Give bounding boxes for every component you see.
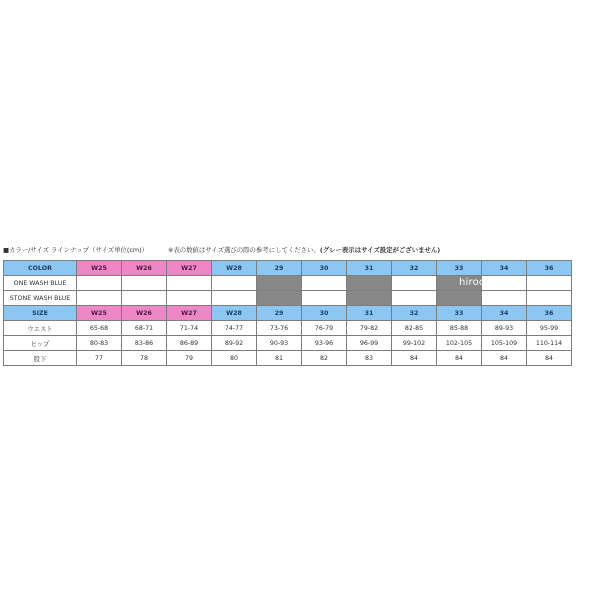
- available-cell: [302, 276, 347, 291]
- available-cell: [167, 291, 212, 306]
- available-cell: [527, 276, 572, 291]
- measurement-value: 84: [482, 351, 527, 366]
- caption-note: ※表の数値はサイズ選びの際の参考にしてください。: [168, 246, 320, 254]
- measurement-value: 83: [347, 351, 392, 366]
- color-header-row: [4, 261, 572, 276]
- size-header-row: [4, 306, 572, 321]
- size-header-cell: 32: [392, 306, 437, 321]
- size-header-cell: W25: [77, 306, 122, 321]
- measurement-value: 102-105: [437, 336, 482, 351]
- measurement-value: 81: [257, 351, 302, 366]
- size-header-cell: 34: [482, 261, 527, 276]
- measurement-row: [4, 321, 572, 336]
- size-header-cell: W27: [167, 306, 212, 321]
- measurement-value: 82-85: [392, 321, 437, 336]
- measurement-value: 74-77: [212, 321, 257, 336]
- size-header-cell: 30: [302, 306, 347, 321]
- available-cell: [212, 276, 257, 291]
- available-cell: [482, 291, 527, 306]
- measurement-value: 79-82: [347, 321, 392, 336]
- measurement-value: 77: [77, 351, 122, 366]
- measurement-value: 84: [392, 351, 437, 366]
- available-cell: [527, 291, 572, 306]
- table-caption: [3, 244, 597, 256]
- size-header-row-label: SIZE: [4, 306, 77, 321]
- size-header-cell: 29: [257, 261, 302, 276]
- size-header-cell: 32: [392, 261, 437, 276]
- available-cell: [392, 276, 437, 291]
- measurement-value: 90-93: [257, 336, 302, 351]
- unavailable-cell: [347, 291, 392, 306]
- measurement-label: ウエスト: [4, 321, 77, 336]
- caption-title: ■カラー/サイズ ラインナップ（サイズ単位(cm)）: [3, 246, 149, 254]
- size-header-cell: W26: [122, 261, 167, 276]
- measurement-value: 86-89: [167, 336, 212, 351]
- measurement-value: 84: [437, 351, 482, 366]
- measurement-row: [4, 336, 572, 351]
- watermark: hirochi: [459, 277, 495, 288]
- size-header-cell: W28: [212, 261, 257, 276]
- measurement-row: [4, 351, 572, 366]
- size-header-cell: W27: [167, 261, 212, 276]
- size-header-cell: 29: [257, 306, 302, 321]
- measurement-value: 80-83: [77, 336, 122, 351]
- available-cell: [77, 276, 122, 291]
- measurement-value: 71-74: [167, 321, 212, 336]
- unavailable-cell: [347, 276, 392, 291]
- measurement-value: 95-99: [527, 321, 572, 336]
- unavailable-cell: [437, 291, 482, 306]
- measurement-value: 78: [122, 351, 167, 366]
- size-header-cell: 36: [527, 306, 572, 321]
- size-table: [3, 260, 572, 366]
- unavailable-cell: [257, 291, 302, 306]
- measurement-value: 110-114: [527, 336, 572, 351]
- size-header-cell: 31: [347, 261, 392, 276]
- size-header-cell: 30: [302, 261, 347, 276]
- measurement-value: 93-96: [302, 336, 347, 351]
- measurement-value: 65-68: [77, 321, 122, 336]
- available-cell: [302, 291, 347, 306]
- size-header-cell: 31: [347, 306, 392, 321]
- available-cell: [77, 291, 122, 306]
- size-header-cell: W26: [122, 306, 167, 321]
- color-row: [4, 291, 572, 306]
- measurement-value: 84: [527, 351, 572, 366]
- size-header-cell: 33: [437, 306, 482, 321]
- available-cell: [392, 291, 437, 306]
- measurement-value: 68-71: [122, 321, 167, 336]
- measurement-value: 76-79: [302, 321, 347, 336]
- measurement-value: 89-92: [212, 336, 257, 351]
- measurement-value: 79: [167, 351, 212, 366]
- measurement-value: 80: [212, 351, 257, 366]
- measurement-value: 73-76: [257, 321, 302, 336]
- available-cell: [167, 276, 212, 291]
- measurement-value: 96-99: [347, 336, 392, 351]
- measurement-value: 105-109: [482, 336, 527, 351]
- measurement-value: 85-88: [437, 321, 482, 336]
- color-name: ONE WASH BLUE: [4, 276, 77, 291]
- size-header-cell: 33: [437, 261, 482, 276]
- measurement-value: 89-93: [482, 321, 527, 336]
- available-cell: [122, 291, 167, 306]
- measurement-label: ヒップ: [4, 336, 77, 351]
- measurement-value: 83-86: [122, 336, 167, 351]
- available-cell: [122, 276, 167, 291]
- size-header-cell: 34: [482, 306, 527, 321]
- measurement-value: 99-102: [392, 336, 437, 351]
- size-header-cell: W28: [212, 306, 257, 321]
- size-header-cell: 36: [527, 261, 572, 276]
- caption-note-grey: (グレー表示はサイズ設定がございません): [319, 246, 441, 254]
- measurement-label: 股下: [4, 351, 77, 366]
- size-header-cell: W25: [77, 261, 122, 276]
- color-header-row-label: COLOR: [4, 261, 77, 276]
- unavailable-cell: [257, 276, 302, 291]
- color-name: STONE WASH BLUE: [4, 291, 77, 306]
- measurement-value: 82: [302, 351, 347, 366]
- available-cell: [212, 291, 257, 306]
